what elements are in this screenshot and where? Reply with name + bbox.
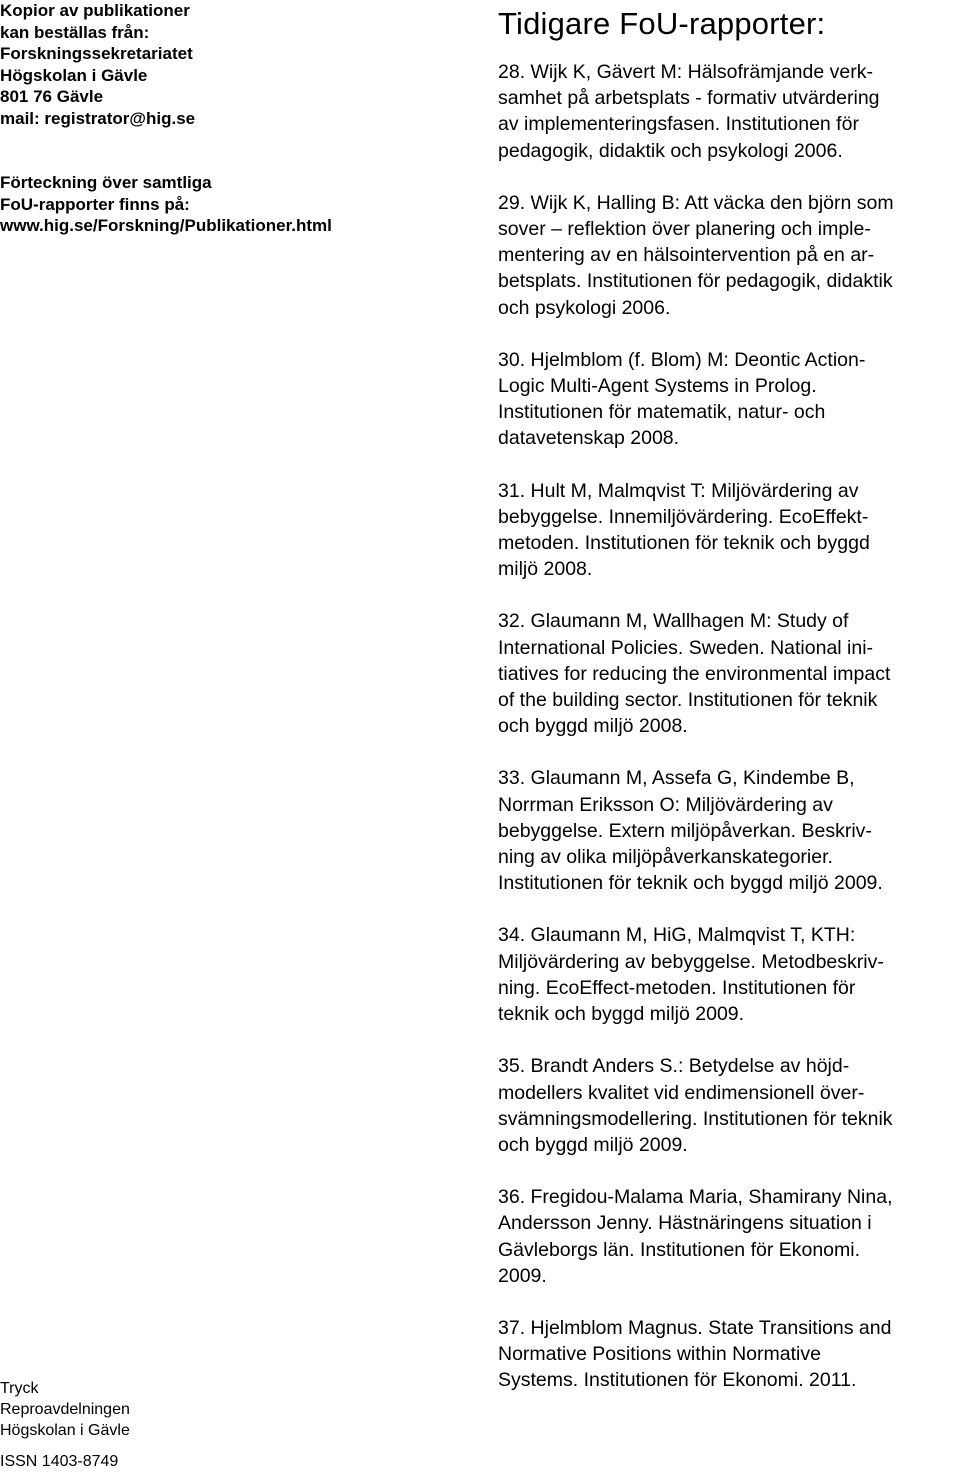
- report-line: svämningsmodellering. Institutionen för teknik: [498, 1107, 893, 1130]
- report-line: teknik och byggd miljö 2009.: [498, 1003, 745, 1026]
- list-info-line: Förteckning över samtliga: [0, 173, 212, 192]
- order-info-line: kan beställas från:: [0, 22, 150, 42]
- order-info-line: Forskningssekretariatet: [0, 44, 193, 63]
- report-list: [498, 59, 960, 1420]
- page-title: Tidigare FoU-rapporter:: [498, 6, 826, 41]
- report-line: pedagogik, didaktik och psykologi 2006.: [498, 139, 843, 162]
- report-line: Normative Positions within Normative: [498, 1343, 821, 1366]
- report-entry: [498, 190, 960, 321]
- report-line: Systems. Institutionen för Ekonomi. 2011.: [498, 1369, 857, 1392]
- order-info-line: Kopior av publikationer: [0, 1, 190, 20]
- order-info: [0, 0, 195, 129]
- issn-number: ISSN 1403-8749: [0, 1453, 119, 1470]
- report-entry: [498, 59, 960, 164]
- report-line: 36. Fregidou-Malama Maria, Shamirany Nina,: [498, 1186, 893, 1209]
- report-entry: [498, 1053, 960, 1158]
- print-info-line: Tryck: [0, 1380, 39, 1397]
- print-info-line: Högskolan i Gävle: [0, 1422, 130, 1439]
- report-line: 29. Wijk K, Halling B: Att väcka den björn som: [498, 191, 894, 214]
- report-entry: [498, 1184, 960, 1289]
- report-line: 30. Hjelmblom (f. Blom) M: Deontic Action-: [498, 348, 866, 371]
- report-entry: [498, 765, 960, 896]
- report-line: betsplats. Institutionen för pedagogik, didaktik: [498, 270, 893, 293]
- report-line: och byggd miljö 2008.: [498, 715, 688, 738]
- report-line: sover – reflektion över planering och imple-: [498, 218, 871, 241]
- report-line: tiatives for reducing the environmental impact: [498, 662, 891, 685]
- report-line: 31. Hult M, Malmqvist T: Miljövärdering av: [498, 479, 859, 502]
- list-info-line: FoU-rapporter finns på:: [0, 194, 190, 214]
- report-line: 33. Glaumann M, Assefa G, Kindembe B,: [498, 767, 855, 790]
- report-line: Institutionen för matematik, natur- och: [498, 401, 826, 424]
- report-line: of the building sector. Institutionen för teknik: [498, 689, 878, 712]
- report-line: ning av olika miljöpåverkanskategorier.: [498, 846, 833, 869]
- report-list-info: [0, 172, 332, 237]
- report-entry: [498, 1315, 960, 1394]
- report-line: 2009.: [498, 1264, 547, 1287]
- report-line: Andersson Jenny. Hästnäringens situation i: [498, 1212, 872, 1235]
- report-line: Gävleborgs län. Institutionen för Ekonomi.: [498, 1238, 861, 1261]
- report-line: Miljövärdering av bebyggelse. Metodbeskriv-: [498, 950, 884, 973]
- report-line: metoden. Institutionen för teknik och byggd: [498, 532, 870, 555]
- report-line: och psykologi 2006.: [498, 296, 671, 319]
- report-line: bebyggelse. Innemiljövärdering. EcoEffekt-: [498, 505, 869, 528]
- report-line: mentering av en hälsointervention på en ar-: [498, 244, 875, 267]
- report-line: Institutionen för teknik och byggd miljö 2009.: [498, 872, 883, 895]
- order-info-line: 801 76 Gävle: [0, 87, 104, 106]
- report-line: Norrman Eriksson O: Miljövärdering av: [498, 793, 833, 816]
- report-entry: [498, 478, 960, 583]
- report-line: ning. EcoEffect-metoden. Institutionen för: [498, 976, 856, 999]
- report-line: International Policies. Sweden. National ini-: [498, 636, 874, 659]
- report-line: datavetenskap 2008.: [498, 427, 680, 450]
- report-entry: [498, 347, 960, 452]
- report-line: 35. Brandt Anders S.: Betydelse av höjd-: [498, 1055, 850, 1078]
- publications-link[interactable]: www.hig.se/Forskning/Publikationer.html: [0, 216, 332, 235]
- print-info: [0, 1378, 130, 1441]
- report-line: bebyggelse. Extern miljöpåverkan. Beskriv-: [498, 819, 872, 842]
- print-info-line: Reproavdelningen: [0, 1401, 130, 1418]
- report-line: modellers kvalitet vid endimensionell över-: [498, 1081, 865, 1104]
- order-email: mail: registrator@hig.se: [0, 108, 196, 128]
- report-line: Logic Multi-Agent Systems in Prolog.: [498, 375, 817, 398]
- report-line: 34. Glaumann M, HiG, Malmqvist T, KTH:: [498, 924, 856, 947]
- report-line: samhet på arbetsplats - formativ utvärdering: [498, 87, 880, 110]
- report-line: och byggd miljö 2009.: [498, 1133, 688, 1156]
- report-line: miljö 2008.: [498, 558, 593, 581]
- report-line: av implementeringsfasen. Institutionen för: [498, 113, 859, 136]
- report-line: 37. Hjelmblom Magnus. State Transitions and: [498, 1316, 892, 1339]
- report-line: 32. Glaumann M, Wallhagen M: Study of: [498, 610, 849, 633]
- report-entry: [498, 922, 960, 1027]
- report-entry: [498, 608, 960, 739]
- report-line: 28. Wijk K, Gävert M: Hälsofrämjande verk-: [498, 61, 873, 83]
- order-info-line: Högskolan i Gävle: [0, 65, 148, 85]
